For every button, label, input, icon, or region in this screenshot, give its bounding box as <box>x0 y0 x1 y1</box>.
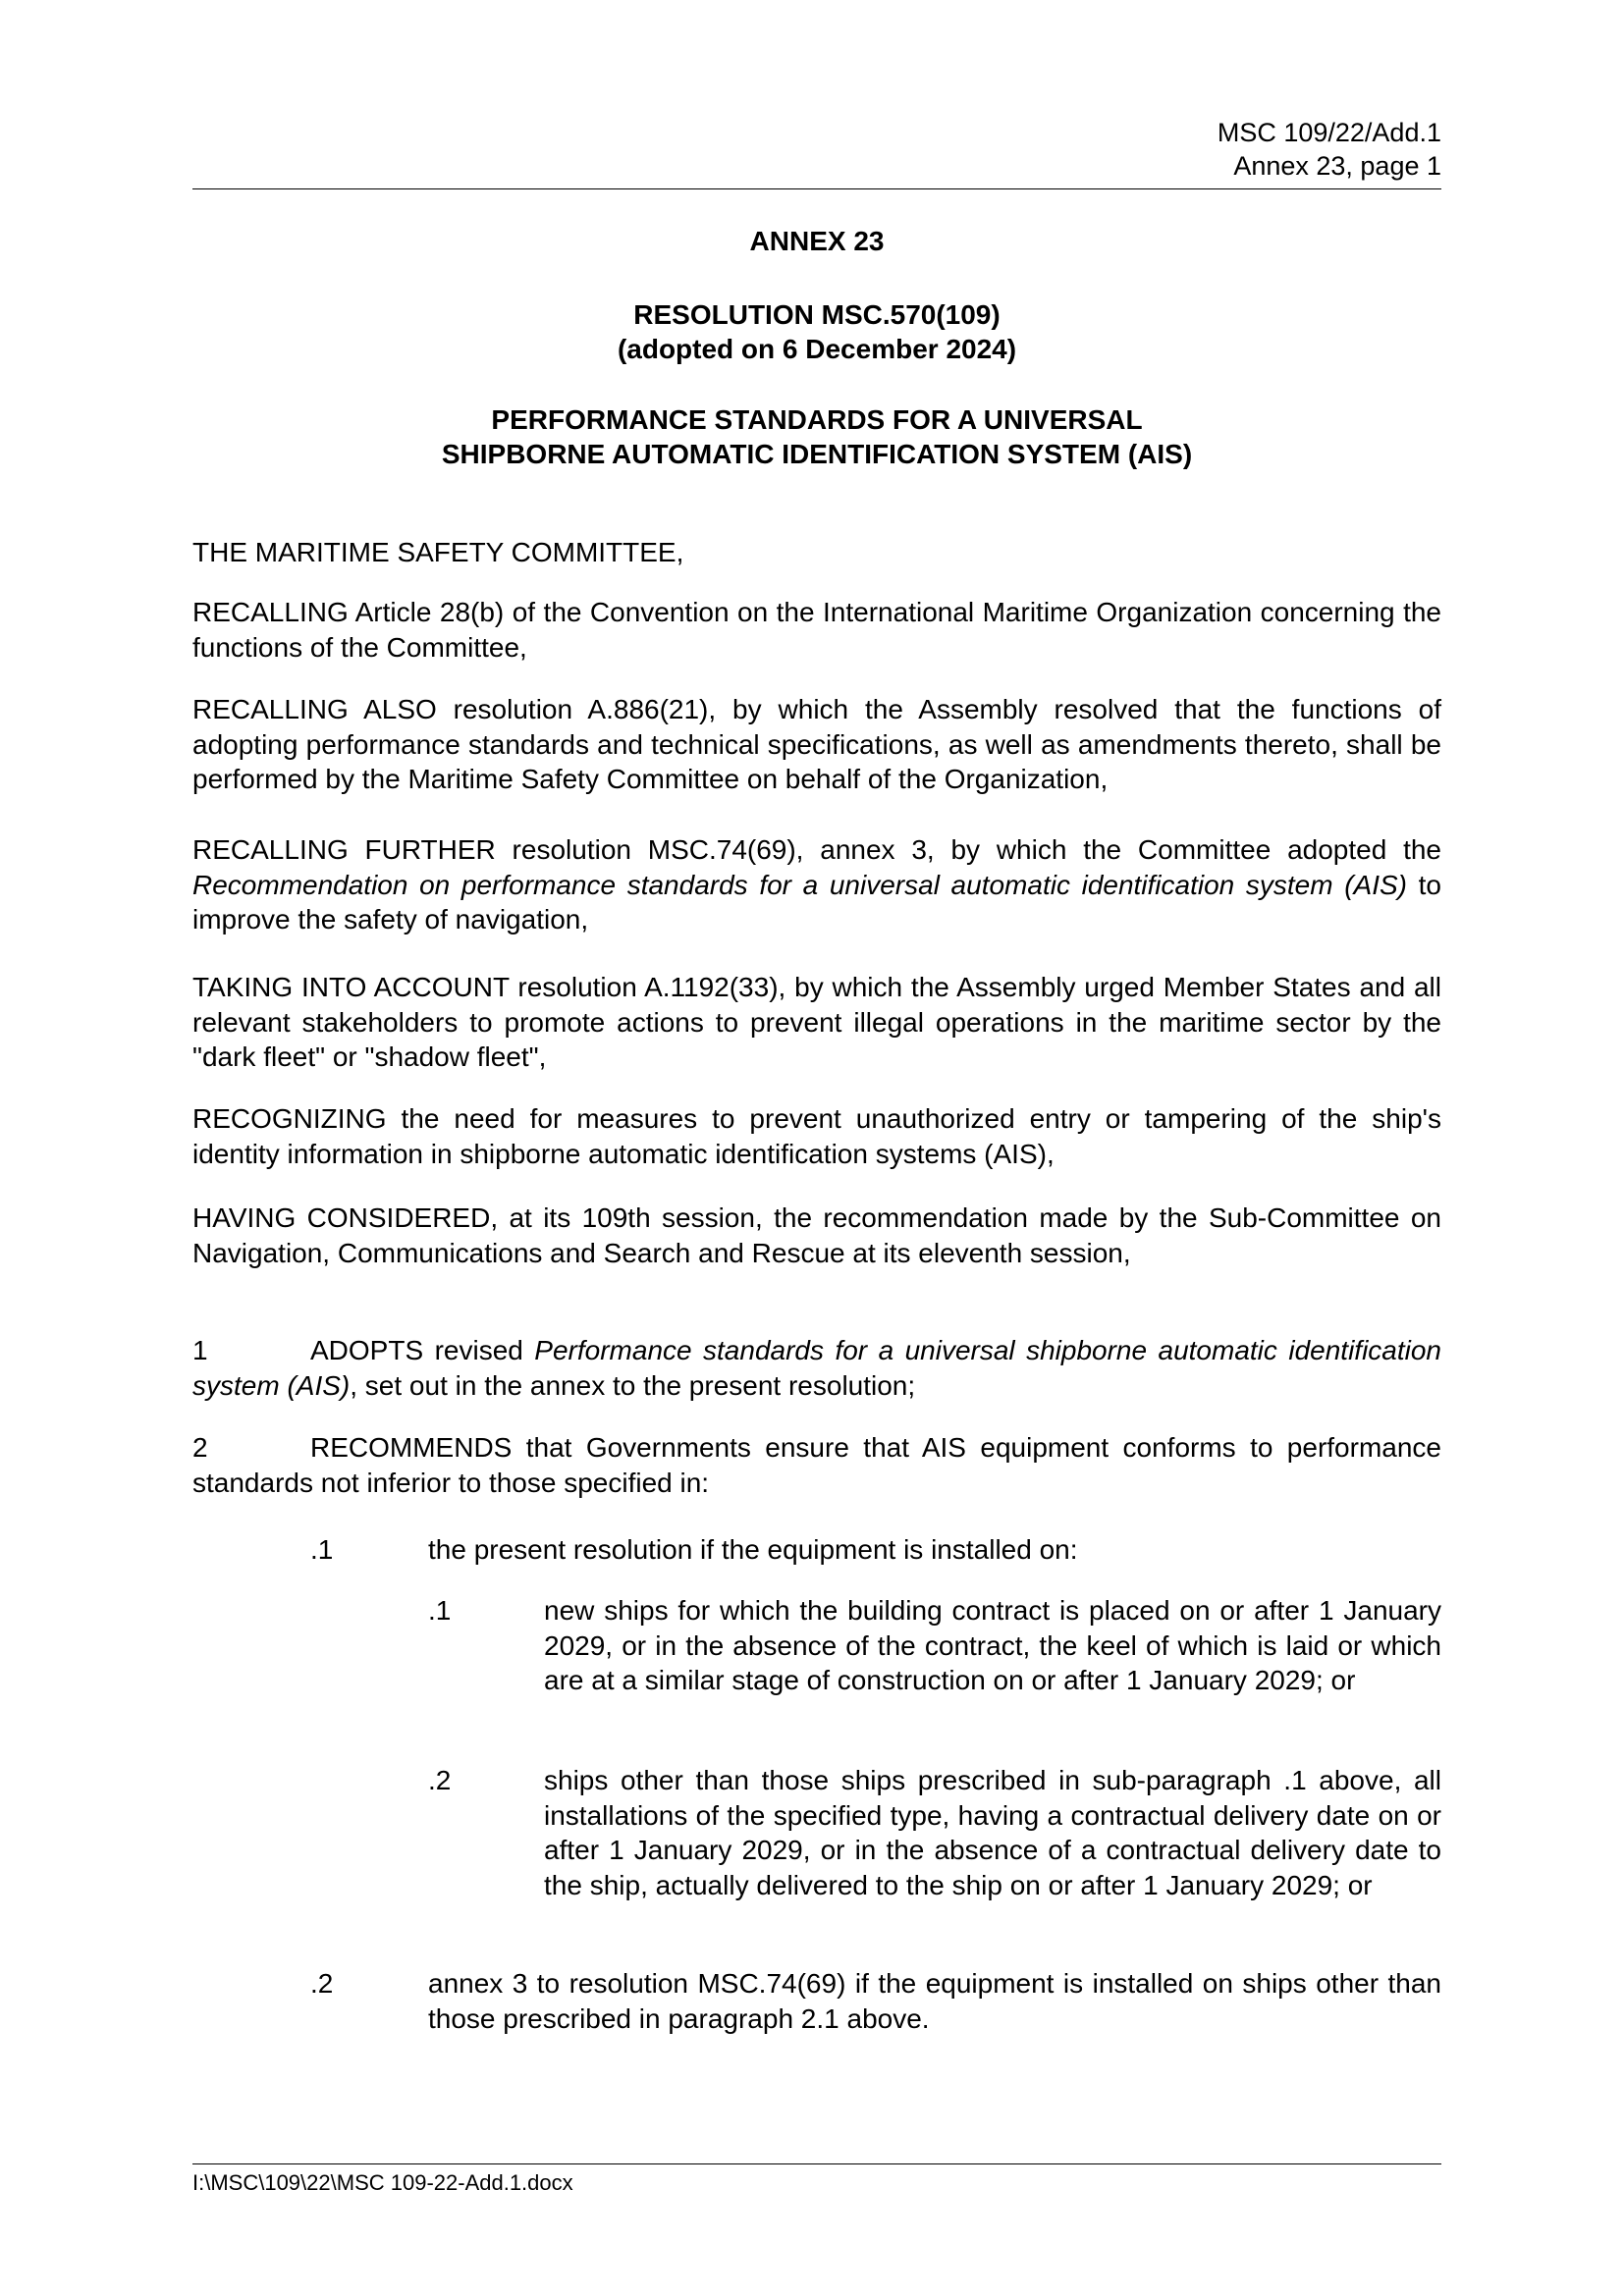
recalling-further-italic: Recommendation on performance standards for a universal automatic identification system (AIS) <box>192 869 1407 900</box>
having-considered-text: HAVING CONSIDERED, at its 109th session, the recommendation made by the Sub-Committee on Navigation, Communications and Search and Rescue at its eleventh session, <box>192 1202 1441 1268</box>
annex-title: ANNEX 23 <box>749 226 885 256</box>
resolution-title: RESOLUTION MSC.570(109) <box>633 299 1001 330</box>
paragraph-number: 1 <box>192 1335 208 1365</box>
footer-divider <box>192 2163 1441 2164</box>
recognizing-text: RECOGNIZING the need for measures to prevent unauthorized entry or tampering of the ship's identity information in shipborne automatic identification systems (AIS), <box>192 1103 1441 1169</box>
taking-into-account-paragraph <box>192 970 1441 1075</box>
p1-pre: ADOPTS revised <box>310 1335 535 1365</box>
paragraph-number: 2 <box>192 1432 208 1463</box>
subitem-label: .1 <box>428 1595 452 1626</box>
recalling-further-post: to improve the safety of navigation, <box>192 869 1441 934</box>
page-reference: Annex 23, page 1 <box>1233 151 1441 181</box>
recalling-text: RECALLING Article 28(b) of the Convention on the International Maritime Organization concerning the functions of the Committee, <box>192 597 1441 663</box>
operative-paragraph-2 <box>192 1430 1441 1500</box>
item-text: annex 3 to resolution MSC.74(69) if the equipment is installed on ships other than those prescribed in paragraph 2.1 above. <box>428 1968 1441 2034</box>
page-header <box>192 116 1441 183</box>
heading-line-2: SHIPBORNE AUTOMATIC IDENTIFICATION SYSTEM (AIS) <box>441 439 1193 469</box>
having-considered-paragraph <box>192 1201 1441 1270</box>
recalling-also-paragraph <box>192 692 1441 797</box>
subitem-label: .2 <box>428 1765 452 1795</box>
heading-line-1: PERFORMANCE STANDARDS FOR A UNIVERSAL <box>491 404 1143 435</box>
operative-paragraph-1 <box>192 1333 1441 1403</box>
p2-text: RECOMMENDS that Governments ensure that AIS equipment conforms to performance standards not inferior to those specified in: <box>192 1432 1441 1498</box>
committee-line <box>192 535 1441 570</box>
item-text: the present resolution if the equipment is installed on: <box>428 1534 1078 1565</box>
subitem-text: new ships for which the building contract is placed on or after 1 January 2029, or in the absence of the contract, the keel of which is laid or which are at a similar stage of construction on or after 1 January 2029; or <box>544 1595 1441 1695</box>
recalling-further-paragraph <box>192 832 1441 937</box>
item-label: .1 <box>310 1534 334 1565</box>
recalling-paragraph <box>192 595 1441 665</box>
footer-file-path: I:\MSC\109\22\MSC 109-22-Add.1.docx <box>192 2170 573 2195</box>
recalling-also-text: RECALLING ALSO resolution A.886(21), by which the Assembly resolved that the functions of adopting performance standards and technical specifications, as well as amendments thereto, shall be performed by the Maritime Safety Committee on behalf of the Organization, <box>192 694 1441 794</box>
document-symbol: MSC 109/22/Add.1 <box>1217 118 1441 147</box>
header-divider <box>192 188 1441 189</box>
taking-into-account-text: TAKING INTO ACCOUNT resolution A.1192(33), by which the Assembly urged Member States and all relevant stakeholders to promote actions to prevent illegal operations in the maritime sector by the "dark fleet" or "shadow fleet", <box>192 972 1441 1072</box>
committee-text: THE MARITIME SAFETY COMMITTEE, <box>192 537 684 567</box>
p1-italic: Performance standards for a universal shipborne automatic identification system (AIS) <box>192 1335 1442 1401</box>
adoption-date: (adopted on 6 December 2024) <box>617 334 1017 364</box>
recalling-further-text <box>192 832 1441 937</box>
recalling-further-pre: RECALLING FURTHER resolution MSC.74(69), annex 3, by which the Committee adopted the <box>192 834 1441 865</box>
recognizing-paragraph <box>192 1101 1441 1171</box>
p1-post: , set out in the annex to the present resolution; <box>350 1369 916 1401</box>
item-label: .2 <box>310 1968 334 1999</box>
subitem-text: ships other than those ships prescribed in sub-paragraph .1 above, all installations of the specified type, having a contractual delivery date on or after 1 January 2029, or in the absence of a contractual delivery date to the ship, actually delivered to the ship on or after 1 January 2029; or <box>544 1765 1441 1900</box>
